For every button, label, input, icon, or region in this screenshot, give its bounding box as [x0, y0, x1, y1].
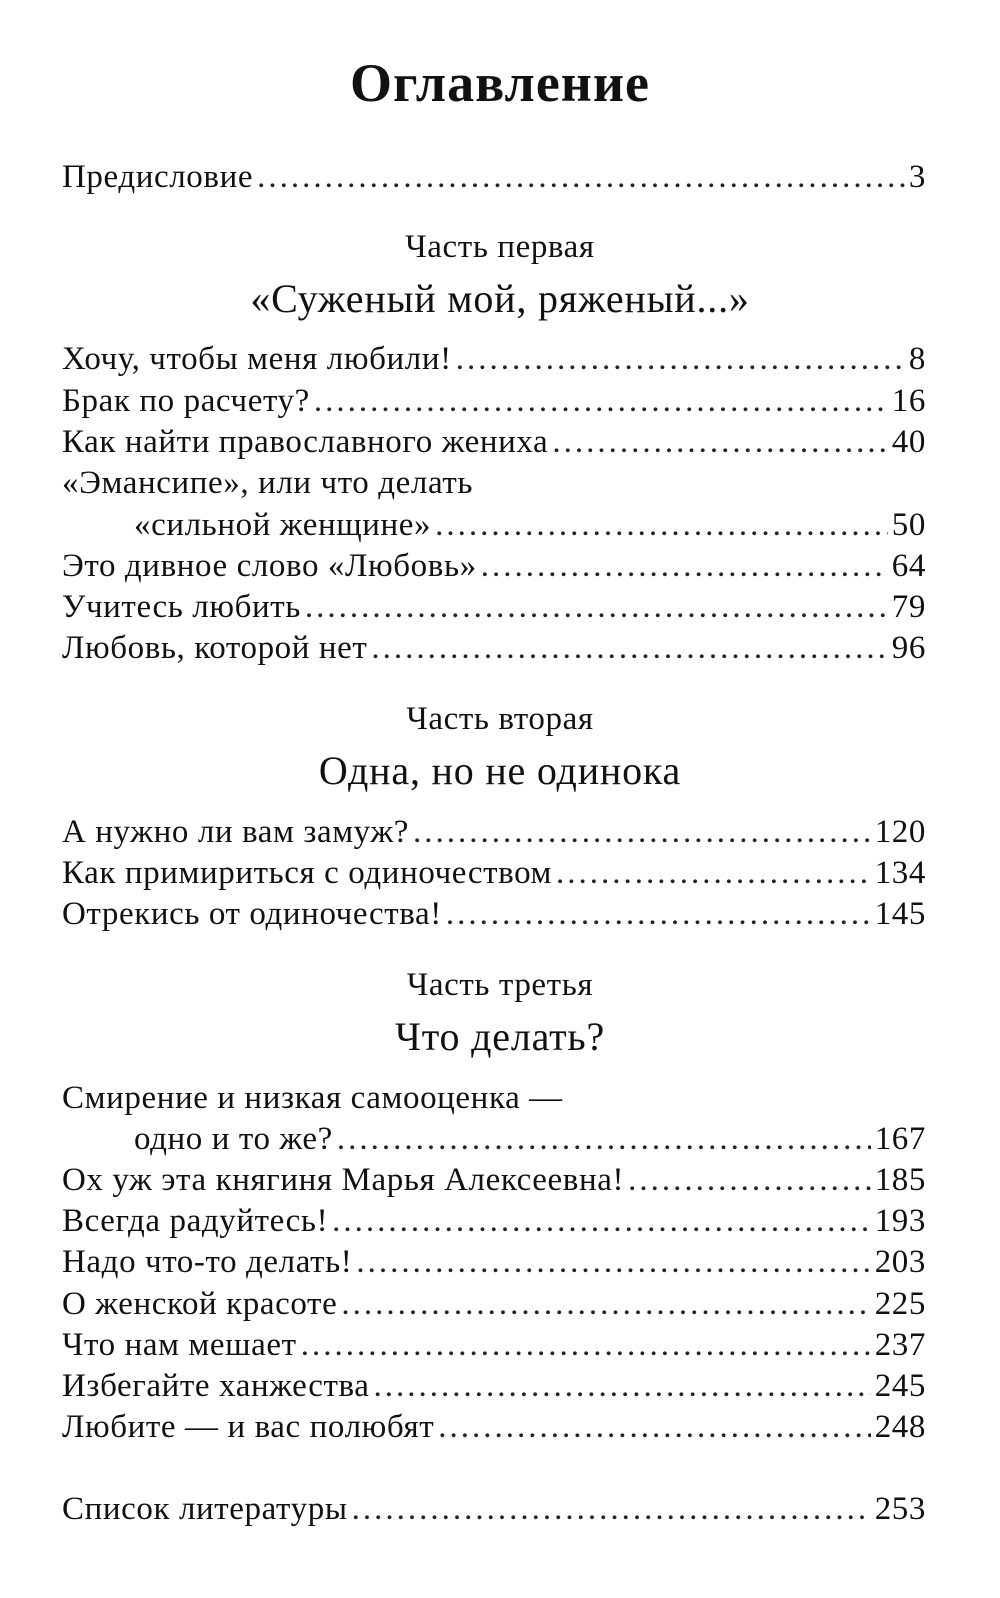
dot-leader — [628, 1159, 871, 1201]
entry-page: 16 — [891, 383, 926, 419]
dot-leader — [337, 1118, 871, 1160]
entry-page: 79 — [891, 589, 926, 625]
part-1-label: Часть первая — [405, 229, 595, 265]
dot-leader — [435, 504, 888, 546]
part-3-label: Часть третья — [406, 967, 594, 1003]
toc-entry[interactable] — [62, 1159, 926, 1201]
entry-page: 167 — [874, 1121, 926, 1157]
entry-page: 145 — [874, 896, 926, 932]
toc-entry-bibliography[interactable] — [62, 1488, 926, 1530]
entry-label: Надо что-то делать! — [62, 1244, 353, 1280]
dot-leader — [257, 156, 905, 198]
dot-leader — [438, 1406, 870, 1448]
toc-entry[interactable] — [62, 1200, 926, 1242]
entry-page: 185 — [874, 1162, 926, 1198]
dot-leader — [371, 627, 887, 669]
entry-label: Как найти православного жениха — [62, 424, 549, 460]
entry-label: Это дивное слово «Любовь» — [62, 548, 477, 584]
entry-label: Хочу, чтобы меня любили! — [62, 341, 452, 377]
toc-entry[interactable] — [62, 338, 926, 380]
entry-label: О женской красоте — [62, 1286, 338, 1322]
dot-leader — [301, 1324, 871, 1366]
dot-leader — [314, 380, 888, 422]
entry-label: Предисловие — [62, 159, 254, 195]
toc-entry-preface[interactable] — [62, 156, 926, 198]
dot-leader — [352, 1488, 871, 1530]
entry-label: Любовь, которой нет — [62, 630, 368, 666]
dot-leader — [374, 1365, 871, 1407]
entry-label: «сильной женщине» — [134, 507, 432, 543]
toc-entry[interactable] — [62, 1283, 926, 1325]
toc-entry[interactable] — [62, 1406, 926, 1448]
entry-page: 237 — [874, 1327, 926, 1363]
entry-label-line1: «Эмансипе», или что делать — [62, 465, 474, 501]
toc-entry[interactable] — [62, 852, 926, 894]
page-title: Оглавление — [350, 53, 650, 113]
toc-entry[interactable] — [62, 627, 926, 669]
entry-page: 50 — [891, 507, 926, 543]
dot-leader — [446, 893, 871, 935]
toc-entry[interactable] — [62, 545, 926, 587]
entry-label: Ох уж эта княгиня Марья Алексеевна! — [62, 1162, 625, 1198]
entry-page: 3 — [908, 159, 926, 195]
part-3-title: Что делать? — [394, 1014, 605, 1059]
entry-label: одно и то же? — [134, 1121, 333, 1157]
entry-label: Любите — и вас полюбят — [62, 1409, 435, 1445]
dot-leader — [456, 338, 905, 380]
entry-label: Всегда радуйтесь! — [62, 1203, 329, 1239]
toc-entry[interactable] — [62, 1365, 926, 1407]
dot-leader — [556, 852, 871, 894]
entry-page: 96 — [891, 630, 926, 666]
toc-entry[interactable] — [62, 811, 926, 853]
entry-page: 120 — [874, 814, 926, 850]
entry-page: 253 — [874, 1491, 926, 1527]
dot-leader — [552, 421, 887, 463]
toc-entry[interactable] — [62, 1118, 926, 1160]
part-2-label: Часть вторая — [406, 701, 594, 737]
entry-page: 225 — [874, 1286, 926, 1322]
part-2-title: Одна, но не одинока — [318, 748, 682, 793]
entry-label: Избегайте ханжества — [62, 1368, 370, 1404]
entry-page: 245 — [874, 1368, 926, 1404]
entry-label: Брак по расчету? — [62, 383, 310, 419]
toc-entry[interactable] — [62, 1241, 926, 1283]
entry-label: Учитесь любить — [62, 589, 301, 625]
toc-entry[interactable] — [62, 421, 926, 463]
entry-label: А нужно ли вам замуж? — [62, 814, 409, 850]
entry-page: 64 — [891, 548, 926, 584]
entry-page: 8 — [908, 341, 926, 377]
dot-leader — [481, 545, 888, 587]
entry-label: Список литературы — [62, 1491, 348, 1527]
dot-leader — [413, 811, 871, 853]
entry-label: Отрекись от одиночества! — [62, 896, 442, 932]
entry-label: Как примириться с одиночеством — [62, 855, 553, 891]
entry-page: 134 — [874, 855, 926, 891]
toc-entry[interactable] — [62, 380, 926, 422]
dot-leader — [356, 1241, 870, 1283]
dot-leader — [341, 1283, 870, 1325]
dot-leader — [305, 586, 888, 628]
dot-leader — [332, 1200, 871, 1242]
toc-entry[interactable] — [62, 586, 926, 628]
entry-page: 40 — [891, 424, 926, 460]
toc-entry[interactable] — [62, 893, 926, 935]
part-1-title: «Суженый мой, ряженый...» — [250, 276, 750, 321]
entry-label-line1: Смирение и низкая самооценка — — [62, 1080, 563, 1116]
toc-entry[interactable] — [62, 504, 926, 546]
toc-entry[interactable] — [62, 1324, 926, 1366]
entry-page: 193 — [874, 1203, 926, 1239]
entry-page: 203 — [874, 1244, 926, 1280]
entry-label: Что нам мешает — [62, 1327, 297, 1363]
entry-page: 248 — [874, 1409, 926, 1445]
